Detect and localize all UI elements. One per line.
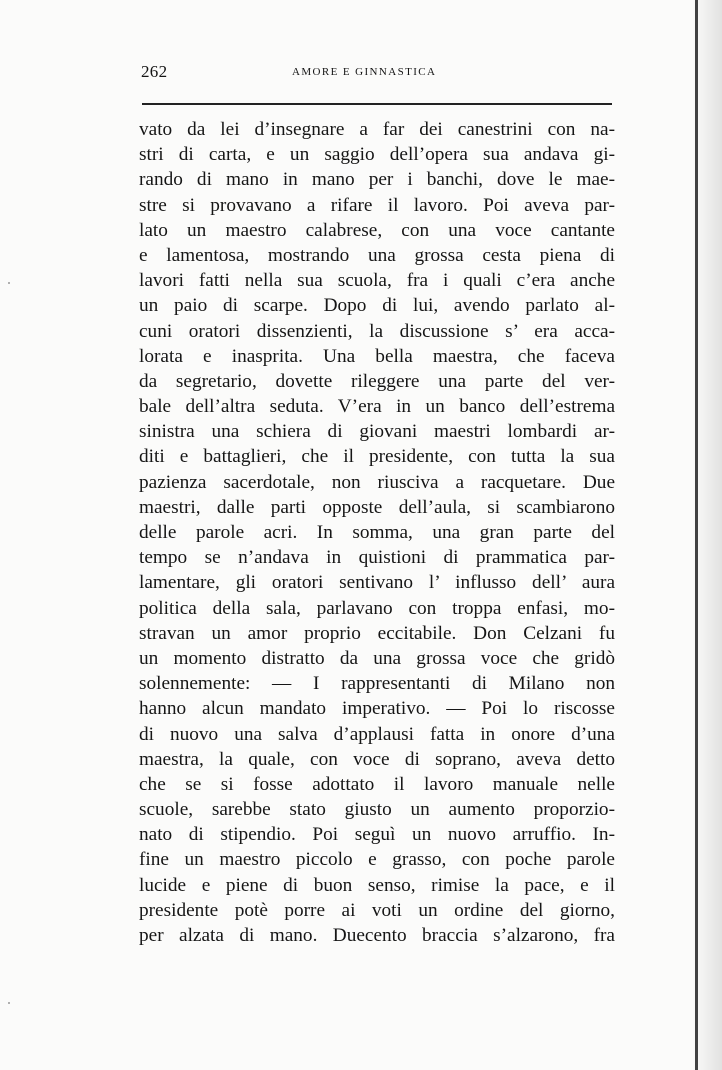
- text-line: rando di mano in mano per i banchi, dove le mae-: [139, 169, 615, 191]
- text-line: di nuovo una salva d’applausi fatta in onore d’una: [139, 723, 615, 745]
- body-text: [139, 117, 615, 948]
- text-line: e lamentosa, mostrando una grossa cesta piena di: [139, 244, 615, 266]
- text-line: tempo se n’andava in quistioni di prammatica par-: [139, 547, 615, 569]
- page-edge-line: [695, 0, 698, 1070]
- text-line: pazienza sacerdotale, non riusciva a racquetare. Due: [139, 471, 615, 493]
- text-line: stri di carta, e un saggio dell’opera sua andava gi-: [139, 144, 615, 166]
- text-line: fine un maestro piccolo e grasso, con poche parole: [139, 849, 615, 871]
- text-line: lavori fatti nella sua scuola, fra i quali c’era anche: [139, 270, 615, 292]
- text-line: hanno alcun mandato imperativo. — Poi lo riscosse: [139, 698, 615, 720]
- text-line: cuni oratori dissenzienti, la discussione s’ era acca-: [139, 320, 615, 342]
- header-rule: [142, 103, 612, 105]
- text-line: sinistra una schiera di giovani maestri lombardi ar-: [139, 421, 615, 443]
- text-line: un momento distratto da una grossa voce che gridò: [139, 647, 615, 669]
- text-line: lucide e piene di buon senso, rimise la pace, e il: [139, 874, 615, 896]
- text-line: lato un maestro calabrese, con una voce cantante: [139, 219, 615, 241]
- text-line: presidente potè porre ai voti un ordine del giorno,: [139, 899, 615, 921]
- text-line: nato di stipendio. Poi seguì un nuovo arruffio. In-: [139, 824, 615, 846]
- text-line: da segretario, dovette rileggere una parte del ver-: [139, 370, 615, 392]
- text-line: scuole, sarebbe stato giusto un aumento proporzio-: [139, 799, 615, 821]
- text-line: un paio di scarpe. Dopo di lui, avendo parlato al-: [139, 295, 615, 317]
- text-line: che se si fosse adottato il lavoro manuale nelle: [139, 773, 615, 795]
- text-line: lorata e inasprita. Una bella maestra, che faceva: [139, 345, 615, 367]
- text-line: solennemente: — I rappresentanti di Milano non: [139, 673, 615, 695]
- paper-speck: [8, 1002, 10, 1004]
- text-line: delle parole acri. In somma, una gran parte del: [139, 522, 615, 543]
- page-number: 262: [141, 62, 168, 81]
- running-title: AMORE E GINNASTICA: [292, 66, 437, 78]
- text-line: maestri, dalle parti opposte dell’aula, si scambiarono: [139, 496, 615, 518]
- text-line: lamentare, gli oratori sentivano l’ influsso dell’ aura: [139, 572, 615, 594]
- text-line: stre si provavano a rifare il lavoro. Poi aveva par-: [139, 194, 615, 216]
- text-line: bale dell’altra seduta. V’era in un banco dell’estrema: [139, 396, 615, 418]
- text-line: politica della sala, parlavano con troppa enfasi, mo-: [139, 597, 615, 619]
- text-line: stravan un amor proprio eccitabile. Don Celzani fu: [139, 622, 615, 644]
- paper-speck: [8, 282, 10, 284]
- text-line: diti e battaglieri, che il presidente, con tutta la sua: [139, 446, 615, 468]
- text-line: per alzata di mano. Duecento braccia s’alzarono, fra: [139, 925, 615, 946]
- text-line: vato da lei d’insegnare a far dei canestrini con na-: [139, 119, 615, 140]
- text-line: maestra, la quale, con voce di soprano, aveva detto: [139, 748, 615, 770]
